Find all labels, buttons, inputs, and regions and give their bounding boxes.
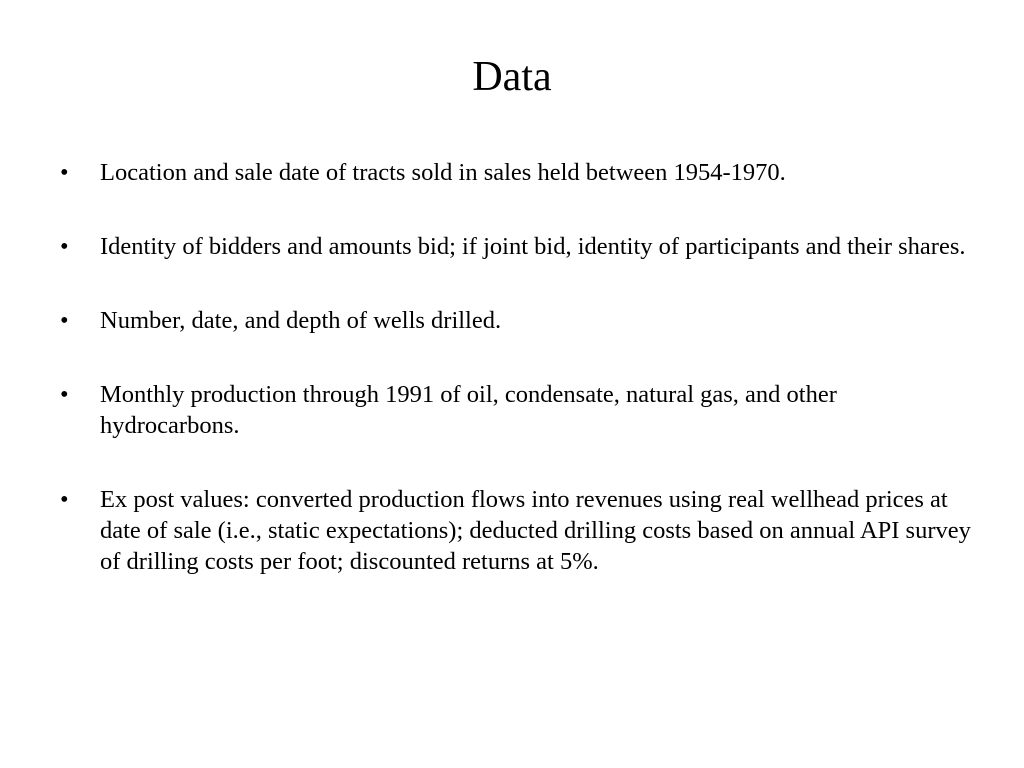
bullet-icon: • — [60, 233, 69, 260]
bullet-text: Number, date, and depth of wells drilled. — [100, 307, 502, 334]
bullet-text: Monthly production through 1991 of oil, condensate, natural gas, and other hydrocarbons. — [100, 381, 837, 439]
bullet-item-monthly-production — [0, 379, 1024, 441]
bullet-list — [0, 157, 1024, 577]
bullet-item-wells — [0, 305, 1024, 336]
bullet-icon: • — [60, 381, 69, 408]
slide-title: Data — [472, 54, 552, 100]
bullet-item-location-sale-date — [0, 157, 1024, 188]
bullet-text: Ex post values: converted production flows into revenues using real wellhead prices at date of sale (i.e., static expectations); deducted drilling costs based on annual API survey of drilling costs per foot; discounted returns at 5%. — [100, 486, 971, 575]
bullet-text: Location and sale date of tracts sold in sales held between 1954-1970. — [100, 159, 786, 186]
bullet-item-ex-post-values — [0, 484, 1024, 577]
bullet-icon: • — [60, 159, 69, 186]
bullet-icon: • — [60, 307, 69, 334]
bullet-item-bidders — [0, 231, 1024, 262]
bullet-icon: • — [60, 486, 69, 513]
bullet-text: Identity of bidders and amounts bid; if joint bid, identity of participants and their shares. — [100, 233, 966, 260]
